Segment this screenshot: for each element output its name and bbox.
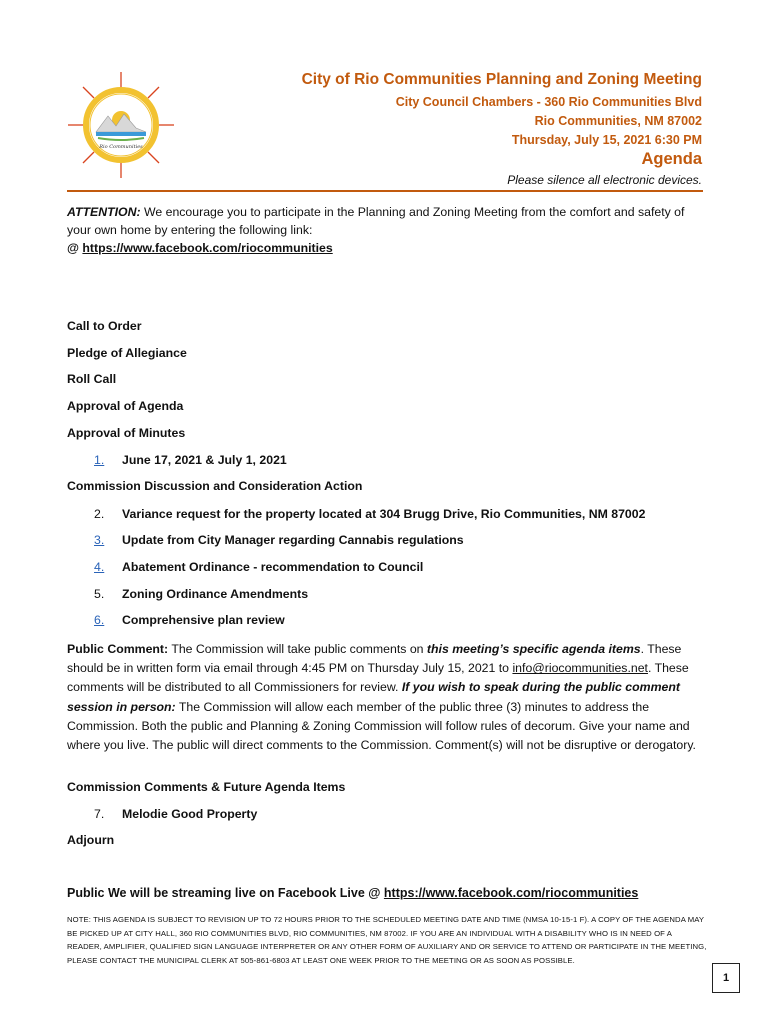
- public-comment-paragraph: [67, 640, 707, 755]
- approval-of-minutes: Approval of Minutes: [67, 426, 186, 440]
- attention-text: We encourage you to participate in the Planning and Zoning Meeting from the comfort and safety of your own home by entering the following link:: [67, 205, 685, 237]
- list-item: [94, 807, 257, 821]
- item-3-number[interactable]: 3.: [94, 533, 105, 547]
- streaming-notice: [67, 886, 638, 900]
- item-5-number: 5.: [94, 587, 105, 601]
- streaming-link[interactable]: https://www.facebook.com/riocommunities: [383, 886, 639, 900]
- logo-text: Rio Communities: [99, 144, 143, 150]
- agenda-heading: Agenda: [641, 150, 702, 168]
- public-comment-label: Public Comment:: [67, 642, 169, 656]
- list-item: [94, 587, 308, 601]
- email-link[interactable]: info@riocommunities.net: [512, 661, 648, 676]
- item-2-number: 2.: [94, 507, 105, 521]
- item-4-number[interactable]: 4.: [94, 560, 105, 574]
- streaming-text: Public We will be streaming live on Facebook Live @: [67, 886, 384, 900]
- public-comment-text-2: . These should be in written form via email through 4:45 PM on Thursday July 15, 2021 to: [67, 642, 682, 676]
- list-item: [94, 613, 285, 627]
- meeting-location: City Council Chambers - 360 Rio Communities Blvd: [395, 95, 702, 109]
- public-comment-text-1: The Commission will take public comments on: [168, 642, 427, 656]
- item-1-number[interactable]: 1.: [94, 453, 105, 467]
- pledge-of-allegiance: Pledge of Allegiance: [67, 346, 187, 360]
- attention-paragraph: [67, 203, 707, 257]
- meeting-title: City of Rio Communities Planning and Zoning Meeting: [301, 71, 702, 88]
- item-2-text: Variance request for the property located at 304 Brugg Drive, Rio Communities, NM 87002: [122, 507, 646, 521]
- public-comment-text-3: . These comments will be distributed to all Commissioners for review.: [67, 661, 689, 695]
- approval-of-agenda: Approval of Agenda: [67, 399, 184, 413]
- silence-notice: Please silence all electronic devices.: [507, 173, 702, 187]
- item-3-text: Update from City Manager regarding Cannabis regulations: [122, 533, 464, 547]
- commission-comments: Commission Comments & Future Agenda Items: [67, 780, 346, 794]
- city-seal-logo: [66, 70, 176, 180]
- public-comment-emphasis-2: If you wish to speak during the public comment session in person:: [67, 680, 680, 714]
- meeting-city: Rio Communities, NM 87002: [534, 114, 702, 128]
- legal-note: NOTE: THIS AGENDA IS SUBJECT TO REVISION UP TO 72 HOURS PRIOR TO THE SCHEDULED MEETING DATE AND TIME (NMSA 10-15-1 F). A COPY OF THE AGENDA MAY BE PICKED UP AT CITY HALL, 360 RIO COMMUNITIES BLVD, RIO COMMUNITIES, NM 87002. IF YOU ARE AN INDIVIDUAL WITH A DISABILITY WHO IS IN NEED OF A READER, AMPLIFIER, QUALIFIED SIGN LANGUAGE INTERPRETER OR ANY OTHER FORM OF AUXILIARY AND OR SERVICE TO ATTEND OR PARTICIPATE IN THE MEETING, PLEASE CONTACT THE MUNICIPAL CLERK AT 505-861-6803 AT LEAST ONE WEEK PRIOR TO THE MEETING OR AS SOON AS POSSIBLE.: [67, 915, 707, 965]
- meeting-datetime: Thursday, July 15, 2021 6:30 PM: [511, 133, 702, 147]
- call-to-order: Call to Order: [67, 319, 142, 333]
- commission-discussion: Commission Discussion and Consideration Action: [67, 479, 363, 493]
- item-4-text: Abatement Ordinance - recommendation to Council: [122, 560, 424, 574]
- list-item: [94, 453, 287, 467]
- list-item: [94, 560, 423, 574]
- adjourn: Adjourn: [67, 833, 115, 847]
- item-6-number[interactable]: 6.: [94, 613, 105, 627]
- attention-link-prefix: @: [67, 241, 83, 255]
- list-item: [94, 507, 645, 521]
- facebook-link[interactable]: https://www.facebook.com/riocommunities: [82, 241, 333, 255]
- roll-call: Roll Call: [67, 372, 117, 386]
- item-7-number: 7.: [94, 807, 105, 821]
- item-6-text: Comprehensive plan review: [122, 613, 285, 627]
- list-item: [94, 533, 464, 547]
- page-number: 1: [712, 963, 740, 993]
- attention-label: ATTENTION:: [67, 205, 141, 219]
- item-5-text: Zoning Ordinance Amendments: [122, 587, 309, 601]
- public-comment-emphasis-1: this meeting’s specific agenda items: [426, 642, 641, 656]
- item-1-text: June 17, 2021 & July 1, 2021: [122, 453, 287, 467]
- header-divider: [67, 190, 703, 192]
- item-7-text: Melodie Good Property: [122, 807, 258, 821]
- public-comment-text-4: The Commission will allow each member of the public three (3) minutes to address the Commission. Both the public and Planning & Zoning Commission will follow rules of decorum. Give your name and where you live. The public will direct comments to the Commission. Comment(s) will not be disruptive or derogatory.: [67, 699, 696, 753]
